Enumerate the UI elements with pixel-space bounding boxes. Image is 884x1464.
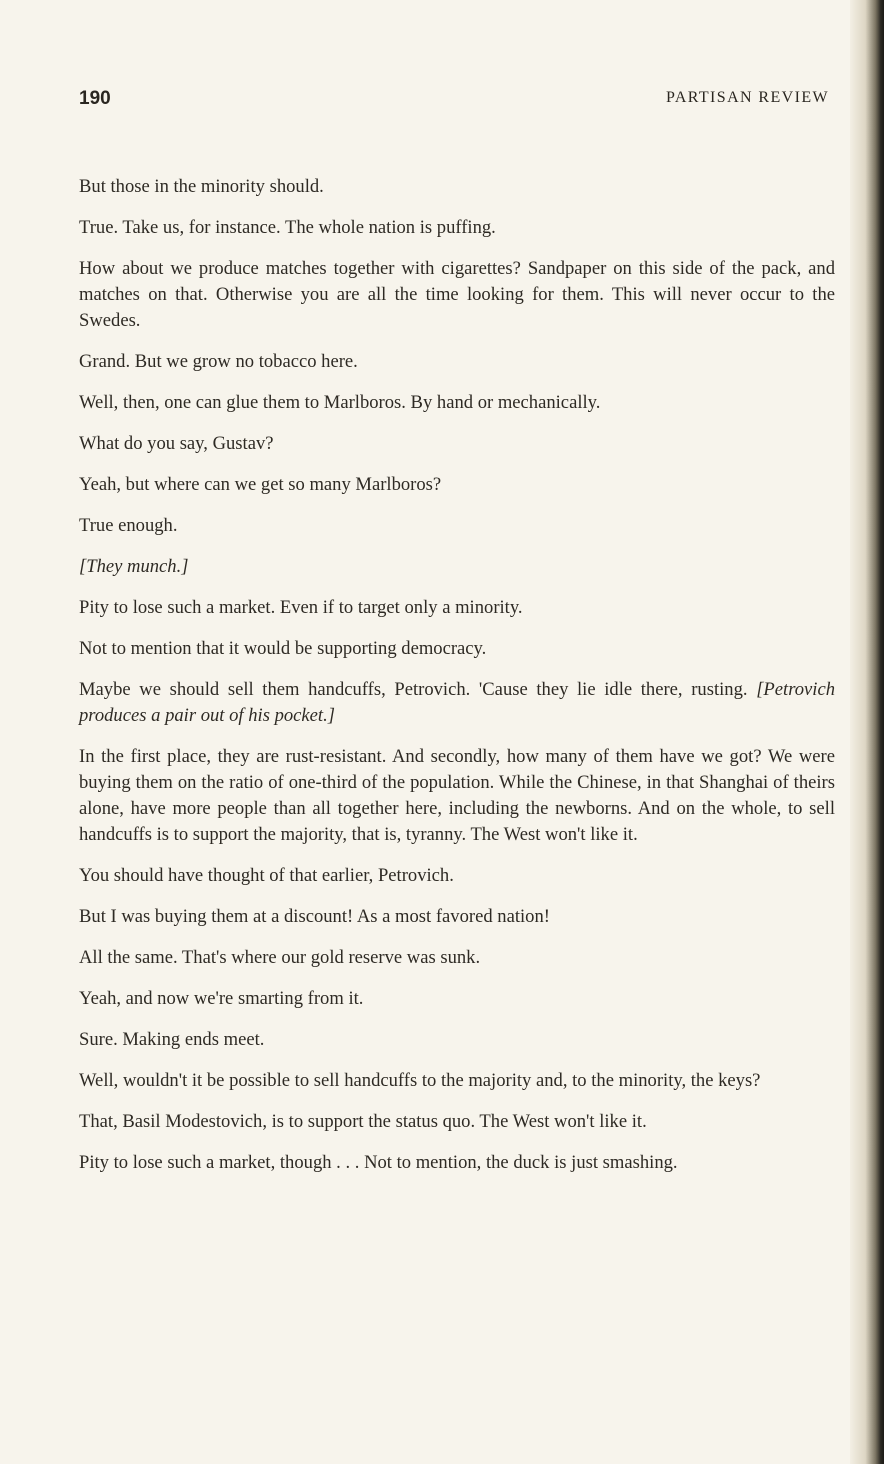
paragraph: Not to mention that it would be supporting democracy. bbox=[79, 638, 487, 659]
paragraph bbox=[79, 677, 835, 729]
paragraph: Yeah, but where can we get so many Marlboros? bbox=[79, 474, 442, 495]
paragraph: Pity to lose such a market. Even if to target only a minority. bbox=[79, 597, 523, 618]
paragraph: What do you say, Gustav? bbox=[79, 433, 274, 454]
paragraph: But those in the minority should. bbox=[79, 176, 324, 197]
paragraph: But I was buying them at a discount! As a most favored nation! bbox=[79, 906, 550, 927]
page-number: 190 bbox=[79, 88, 111, 109]
stage-direction: [They munch.] bbox=[79, 556, 189, 577]
paragraph: How about we produce matches together with cigarettes? Sandpaper on this side of the pack, and matches on that. Otherwise you are all the time looking for them. This will never occur to the Swedes. bbox=[79, 258, 835, 331]
paragraph: Sure. Making ends meet. bbox=[79, 1029, 265, 1050]
paragraph: In the first place, they are rust-resistant. And secondly, how many of them have we got? We were buying them on the ratio of one-third of the population. While the Chinese, in that Shanghai of theirs alone, have more people than all together here, including the newborns. And on the whole, to sell handcuffs is to support the majority, that is, tyranny. The West won't like it. bbox=[79, 746, 835, 845]
paragraph: Well, then, one can glue them to Marlboros. By hand or mechanically. bbox=[79, 392, 601, 413]
paragraph: All the same. That's where our gold reserve was sunk. bbox=[79, 947, 481, 968]
book-spine-shadow bbox=[850, 0, 884, 1464]
paragraph: You should have thought of that earlier, Petrovich. bbox=[79, 865, 454, 886]
paragraph: Grand. But we grow no tobacco here. bbox=[79, 351, 358, 372]
paragraph-text: Maybe we should sell them handcuffs, Petrovich. 'Cause they lie idle there, rusting. bbox=[79, 679, 748, 700]
paragraph: True. Take us, for instance. The whole nation is puffing. bbox=[79, 217, 496, 238]
paragraph: Well, wouldn't it be possible to sell handcuffs to the majority and, to the minority, the keys? bbox=[79, 1070, 761, 1091]
paragraph: True enough. bbox=[79, 515, 178, 536]
running-head: PARTISAN REVIEW bbox=[665, 89, 829, 106]
stage-direction: [Petrovich produces a pair out of his pocket.] bbox=[79, 679, 836, 726]
paragraph: Pity to lose such a market, though . . . Not to mention, the duck is just smashing. bbox=[79, 1152, 678, 1173]
paragraph: Yeah, and now we're smarting from it. bbox=[79, 988, 364, 1009]
dialogue-text bbox=[79, 174, 835, 1191]
paragraph: That, Basil Modestovich, is to support the status quo. The West won't like it. bbox=[79, 1111, 647, 1132]
page-header bbox=[79, 88, 829, 112]
